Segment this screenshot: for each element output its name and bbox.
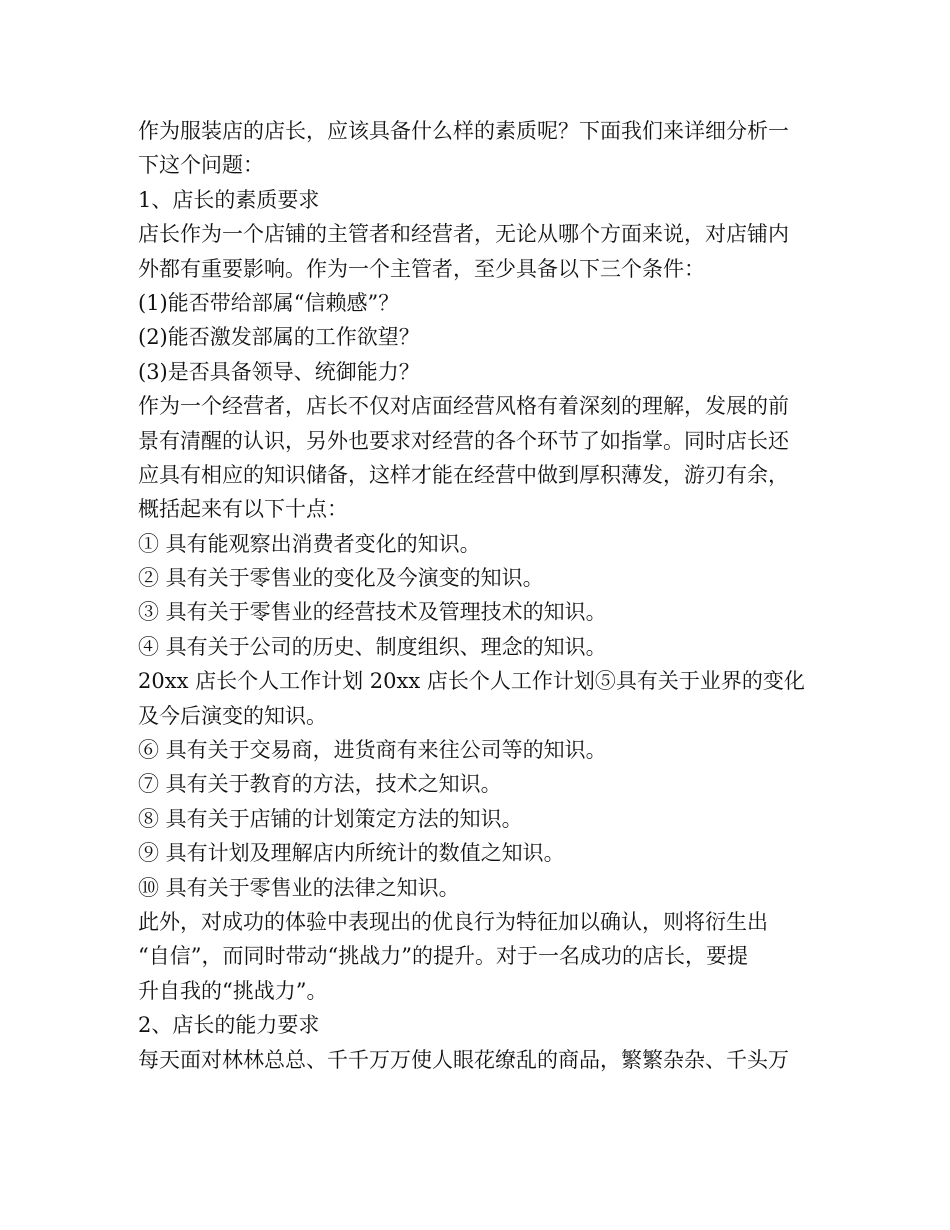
list-item: ④ 具有关于公司的历史、制度组织、理念的知识。 bbox=[138, 634, 607, 659]
paragraph-line: 每天面对林林总总、千千万万使人眼花缭乱的商品，繁繁杂杂、千头万 bbox=[138, 1047, 789, 1072]
list-item: ⑦ 具有关于教育的方法，技术之知识。 bbox=[138, 772, 502, 797]
document-body bbox=[138, 114, 818, 1077]
paragraph-line: 应具有相应的知识储备，这样才能在经营中做到厚积薄发，游刃有余， bbox=[138, 462, 789, 487]
section-heading-1: 1、店长的素质要求 bbox=[138, 187, 320, 212]
intro-line-2: 下这个问题： bbox=[138, 153, 264, 178]
section-heading-2: 2、店长的能力要求 bbox=[138, 1013, 320, 1038]
list-item: ① 具有能观察出消费者变化的知识。 bbox=[138, 531, 481, 556]
paragraph-line: 作为一个经营者，店长不仅对店面经营风格有着深刻的理解，发展的前 bbox=[138, 394, 789, 419]
list-item: (3)是否具备领导、统御能力？ bbox=[138, 359, 420, 384]
paragraph-line: 升自我的“挑战力”。 bbox=[138, 978, 328, 1003]
paragraph-line: 店长作为一个店铺的主管者和经营者，无论从哪个方面来说，对店铺内 bbox=[138, 222, 789, 247]
paragraph-line: 景有清醒的认识，另外也要求对经营的各个环节了如指掌。同时店长还 bbox=[138, 428, 789, 453]
list-item: (1)能否带给部属“信赖感”？ bbox=[138, 290, 400, 315]
list-item: ⑥ 具有关于交易商，进货商有来往公司等的知识。 bbox=[138, 738, 607, 763]
paragraph-line: 外都有重要影响。作为一个主管者，至少具备以下三个条件： bbox=[138, 256, 705, 281]
list-item: 20xx 店长个人工作计划 20xx 店长个人工作计划⑤具有关于业界的变化 bbox=[138, 669, 805, 694]
list-item: 及今后演变的知识。 bbox=[138, 703, 327, 728]
list-item: ⑩ 具有关于零售业的法律之知识。 bbox=[138, 875, 460, 900]
list-item: ⑨ 具有计划及理解店内所统计的数值之知识。 bbox=[138, 841, 565, 866]
list-item: ③ 具有关于零售业的经营技术及管理技术的知识。 bbox=[138, 600, 607, 625]
intro-line-1: 作为服装店的店长，应该具备什么样的素质呢？下面我们来详细分析一 bbox=[138, 119, 789, 143]
paragraph-line: 此外，对成功的体验中表现出的优良行为特征加以确认，则将衍生出 bbox=[138, 909, 768, 934]
list-item: ② 具有关于零售业的变化及今演变的知识。 bbox=[138, 566, 544, 591]
list-item: ⑧ 具有关于店铺的计划策定方法的知识。 bbox=[138, 806, 523, 831]
paragraph-line: 概括起来有以下十点： bbox=[138, 497, 348, 522]
list-item: (2)能否激发部属的工作欲望？ bbox=[138, 325, 420, 350]
paragraph-line: “自信”，而同时带动“挑战力”的提升。对于一名成功的店长，要提 bbox=[138, 944, 748, 969]
